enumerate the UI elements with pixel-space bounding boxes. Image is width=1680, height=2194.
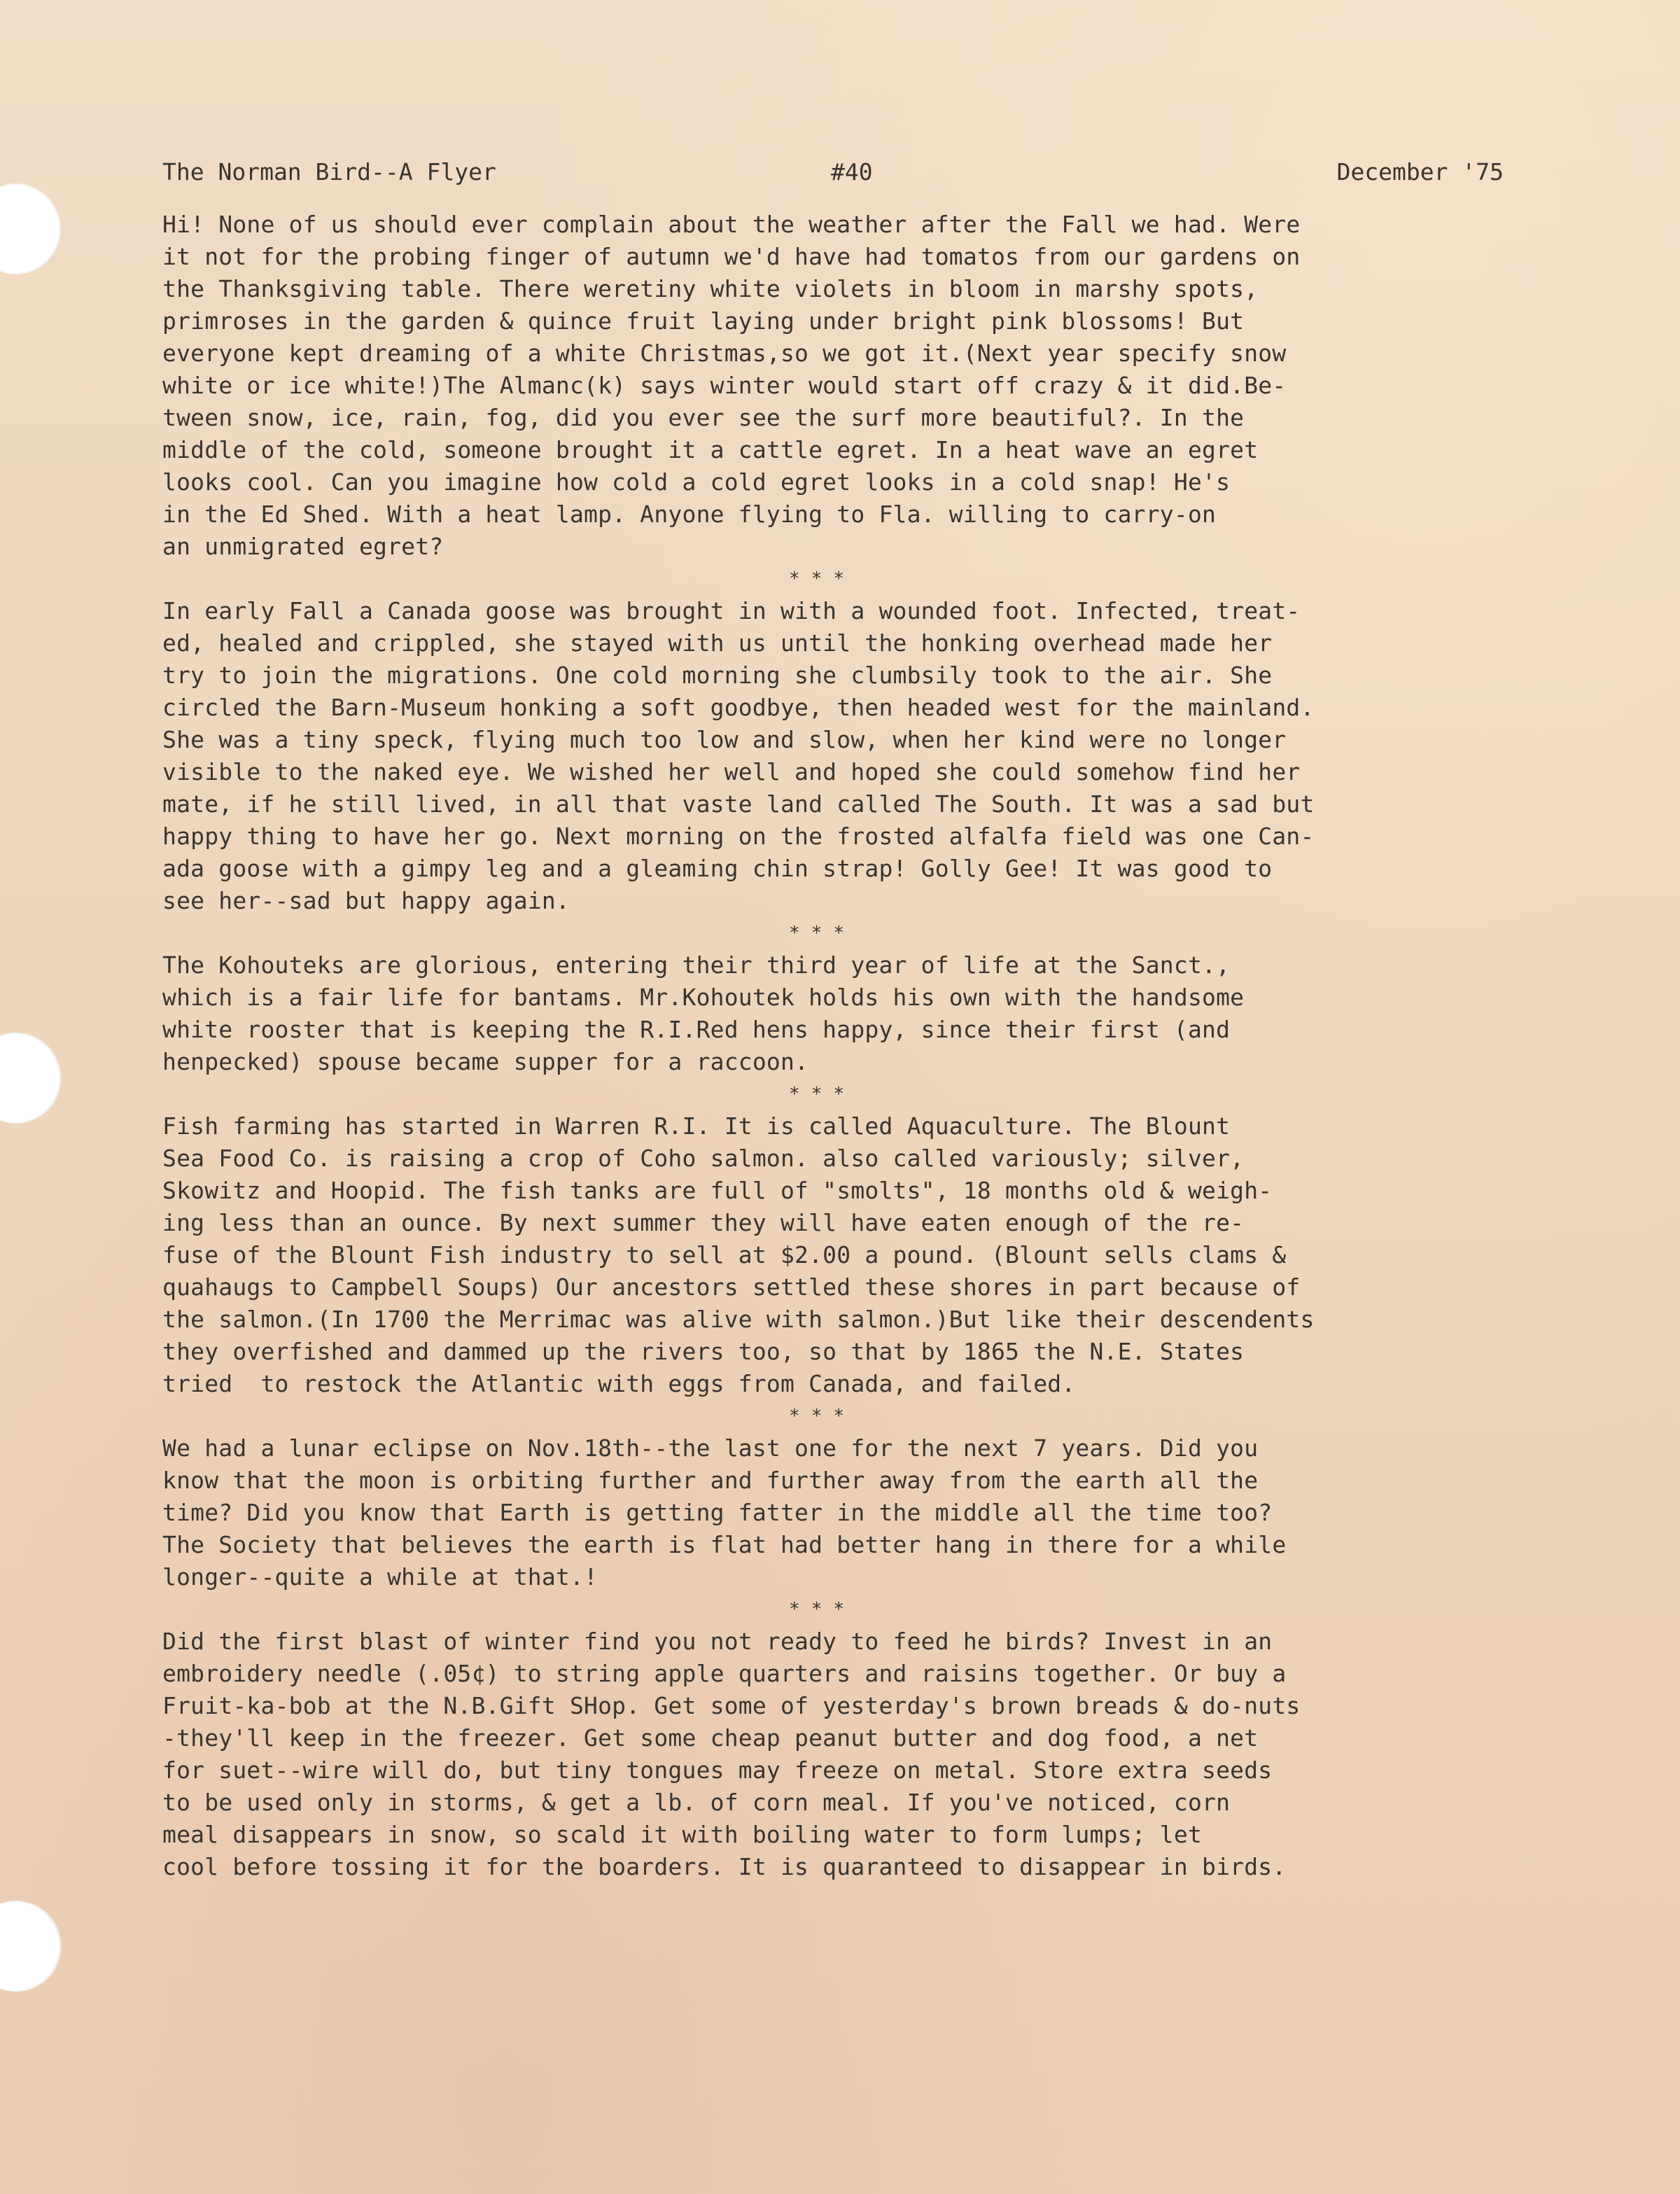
text-line: primroses in the garden & quince fruit laying under bright pink blossoms! But: [162, 307, 1245, 335]
text-line: In early Fall a Canada goose was brought in with a wounded foot. Infected, treat-: [162, 597, 1301, 624]
newsletter-header: [162, 158, 1504, 196]
text-line: happy thing to have her go. Next morning on the frosted alfalfa field was one Can-: [162, 823, 1315, 850]
text-line: Fish farming has started in Warren R.I. It is called Aquaculture. The Blount: [162, 1112, 1231, 1140]
punch-hole: [0, 1901, 62, 1992]
punch-hole: [0, 1033, 62, 1124]
text-line: in the Ed Shed. With a heat lamp. Anyone flying to Fla. willing to carry-on: [162, 501, 1217, 528]
text-line: ing less than an ounce. By next summer they will have eaten enough of the re-: [162, 1209, 1245, 1236]
newsletter-body: [162, 209, 1548, 1883]
text-line: ada goose with a gimpy leg and a gleaming chin strap! Golly Gee! It was good to: [162, 855, 1273, 882]
text-line: middle of the cold, someone brought it a cattle egret. In a heat wave an egret: [162, 436, 1259, 463]
paragraph: [162, 1626, 1548, 1883]
issue-date: December '75: [1336, 158, 1504, 186]
text-line: circled the Barn-Museum honking a soft goodbye, then headed west for the mainland.: [162, 694, 1315, 721]
text-line: cool before tossing it for the boarders. It is quaranteed to disappear in birds.: [162, 1853, 1287, 1880]
section-separator: * * *: [789, 923, 845, 944]
paragraph: [162, 949, 1548, 1078]
text-line: try to join the migrations. One cold morning she clumbsily took to the air. She: [162, 662, 1273, 689]
text-line: henpecked) spouse became supper for a raccoon.: [162, 1048, 809, 1075]
text-line: for suet--wire will do, but tiny tongues may freeze on metal. Store extra seeds: [162, 1756, 1273, 1784]
text-line: -they'll keep in the freezer. Get some cheap peanut butter and dog food, a net: [162, 1724, 1259, 1752]
text-line: The Kohouteks are glorious, entering their third year of life at the Sanct.,: [162, 951, 1231, 979]
text-line: know that the moon is orbiting further and further away from the earth all the: [162, 1467, 1259, 1494]
text-line: visible to the naked eye. We wished her well and hoped she could somehow find her: [162, 758, 1301, 785]
text-line: white or ice white!)The Almanc(k) says winter would start off crazy & it did.Be-: [162, 372, 1287, 399]
text-line: tried to restock the Atlantic with eggs from Canada, and failed.: [162, 1370, 1076, 1397]
text-line: We had a lunar eclipse on Nov.18th--the last one for the next 7 years. Did you: [162, 1434, 1259, 1462]
section-separator: * * *: [789, 1599, 845, 1620]
text-line: fuse of the Blount Fish industry to sell at $2.00 a pound. (Blount sells clams &: [162, 1241, 1287, 1269]
text-line: everyone kept dreaming of a white Christmas,so we got it.(Next year specify snow: [162, 340, 1287, 367]
paragraph: [162, 595, 1548, 917]
text-line: time? Did you know that Earth is getting fatter in the middle all the time too?: [162, 1499, 1273, 1526]
paragraph: [162, 209, 1548, 563]
text-line: The Society that believes the earth is flat had better hang in there for a while: [162, 1531, 1287, 1558]
text-line: mate, if he still lived, in all that vaste land called The South. It was a sad but: [162, 790, 1315, 818]
section-separator: * * *: [789, 1084, 845, 1105]
paragraph: [162, 1432, 1548, 1593]
text-line: Skowitz and Hoopid. The fish tanks are full of "smolts", 18 months old & weigh-: [162, 1177, 1273, 1204]
paragraph: [162, 1110, 1548, 1400]
text-line: looks cool. Can you imagine how cold a cold egret looks in a cold snap! He's: [162, 468, 1231, 496]
text-line: meal disappears in snow, so scald it with boiling water to form lumps; let: [162, 1821, 1203, 1848]
text-line: quahaugs to Campbell Soups) Our ancestors settled these shores in part because of: [162, 1273, 1301, 1301]
text-line: to be used only in storms, & get a lb. of corn meal. If you've noticed, corn: [162, 1789, 1231, 1816]
text-line: Did the first blast of winter find you not ready to feed he birds? Invest in an: [162, 1628, 1273, 1655]
text-line: the salmon.(In 1700 the Merrimac was alive with salmon.)But like their descendents: [162, 1306, 1315, 1333]
text-line: see her--sad but happy again.: [162, 887, 570, 914]
text-line: it not for the probing finger of autumn we'd have had tomatos from our gardens on: [162, 243, 1301, 270]
text-line: they overfished and dammed up the rivers too, so that by 1865 the N.E. States: [162, 1338, 1245, 1365]
issue-number: #40: [831, 158, 873, 186]
text-line: white rooster that is keeping the R.I.Red hens happy, since their first (and: [162, 1016, 1231, 1043]
text-line: embroidery needle (.05¢) to string apple quarters and raisins together. Or buy a: [162, 1660, 1287, 1687]
newsletter-title: The Norman Bird--A Flyer: [162, 158, 496, 186]
text-line: which is a fair life for bantams. Mr.Kohoutek holds his own with the handsome: [162, 984, 1245, 1011]
text-line: She was a tiny speck, flying much too low and slow, when her kind were no longer: [162, 726, 1287, 753]
text-line: longer--quite a while at that.!: [162, 1563, 598, 1591]
section-separator: * * *: [789, 568, 845, 589]
text-line: tween snow, ice, rain, fog, did you ever see the surf more beautiful?. In the: [162, 404, 1245, 431]
text-line: Fruit-ka-bob at the N.B.Gift SHop. Get some of yesterday's brown breads & do-nuts: [162, 1692, 1301, 1719]
text-line: Hi! None of us should ever complain about the weather after the Fall we had. Were: [162, 211, 1301, 238]
section-separator: * * *: [789, 1406, 845, 1427]
text-line: the Thanksgiving table. There weretiny white violets in bloom in marshy spots,: [162, 275, 1259, 302]
punch-hole: [0, 183, 62, 274]
text-line: ed, healed and crippled, she stayed with us until the honking overhead made her: [162, 629, 1273, 657]
text-line: Sea Food Co. is raising a crop of Coho salmon. also called variously; silver,: [162, 1145, 1245, 1172]
text-line: an unmigrated egret?: [162, 533, 444, 560]
